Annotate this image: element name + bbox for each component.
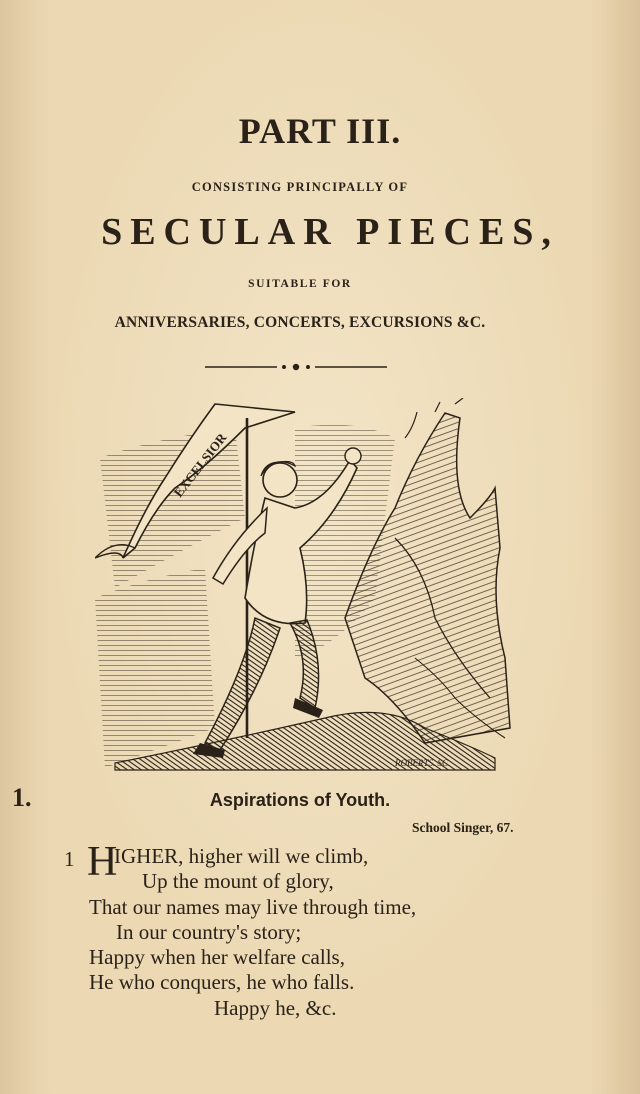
verse-line: In our country's story; (116, 920, 302, 944)
verse-line: Happy when her welfare calls, (89, 945, 345, 969)
verse-line: IGHER, higher will we climb, (114, 844, 369, 868)
main-title: SECULAR PIECES, (101, 211, 559, 253)
part-title: PART III. (238, 111, 402, 151)
verse-line: Happy he, &c. (214, 996, 337, 1020)
ornamental-rule (205, 360, 387, 374)
excelsior-engraving (95, 398, 515, 776)
verse-line: Up the mount of glory, (142, 869, 334, 893)
verse-number: 1 (64, 847, 75, 871)
occasions-line: ANNIVERSARIES, CONCERTS, EXCURSIONS &C. (114, 314, 486, 331)
bleed-through-text (150, 66, 490, 78)
song-number: 1. (12, 783, 32, 812)
suitable-line: SUITABLE FOR (248, 278, 352, 290)
banner-text: EXCELSIOR (170, 430, 230, 500)
drop-cap: H (87, 839, 118, 885)
verse-line: He who conquers, he who falls. (89, 970, 355, 994)
song-source: School Singer, 67. (412, 820, 514, 835)
consisting-line: CONSISTING PRINCIPALLY OF (191, 180, 409, 194)
song-title: Aspirations of Youth. (209, 790, 391, 810)
verse-line: That our names may live through time, (89, 895, 417, 919)
engraver-signature: ROBERTS. SC. (395, 758, 451, 768)
